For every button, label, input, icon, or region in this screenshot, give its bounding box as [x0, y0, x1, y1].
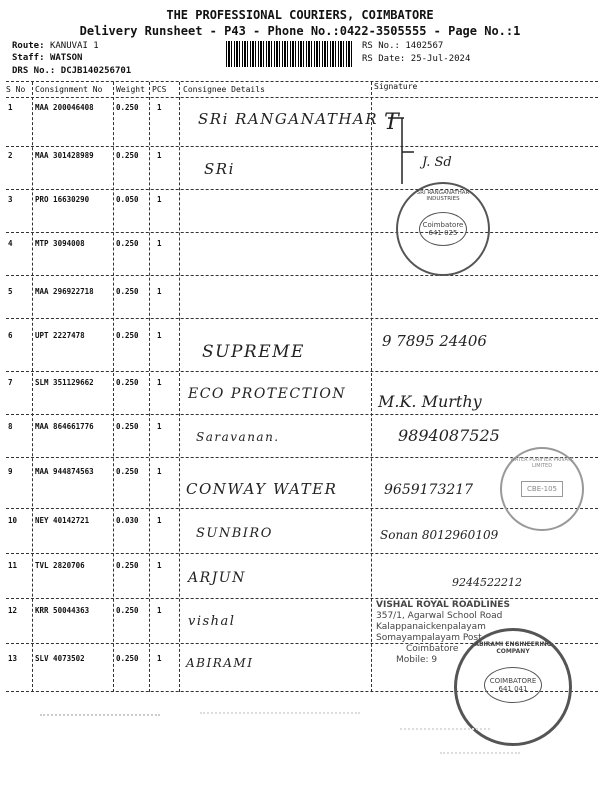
row-6-sno: 6	[8, 331, 13, 340]
row-5-consignment: MAA 296922718	[35, 287, 94, 296]
row-11-pcs: 1	[157, 561, 162, 570]
col-consignee: Consignee Details	[183, 85, 265, 94]
vishal-line-2: 357/1, Agarwal School Road	[376, 611, 503, 621]
stamp-city: Coimbatore	[422, 221, 464, 229]
row-10-consignment: NEY 40142721	[35, 516, 90, 525]
vishal-line-4: Somayampalayam Post	[376, 633, 482, 643]
row-2-weight: 0.250	[116, 151, 139, 160]
row-7-consignee: ECO PROTECTION	[188, 386, 347, 402]
bleed-through-mark	[200, 704, 360, 714]
staff-value: WATSON	[49, 53, 83, 63]
col-divider	[113, 82, 114, 692]
col-divider	[32, 82, 33, 692]
stamp-ring-text: SRI RANGANATHAR INDUSTRIES	[416, 190, 470, 202]
row-6-weight: 0.250	[116, 331, 139, 340]
row-8-weight: 0.250	[116, 422, 139, 431]
staff-label: Staff:	[12, 53, 45, 63]
vishal-line-1: VISHAL ROYAL ROADLINES	[376, 600, 510, 610]
runsheet-title: Delivery Runsheet - P43 - Phone No.:0422-3505555 - Page No.:1	[79, 24, 521, 38]
stamp-pin: 641 025	[428, 229, 458, 237]
drs-line	[12, 66, 131, 76]
ranganathar-stamp	[396, 182, 490, 276]
row-13-sno: 13	[8, 654, 18, 663]
row-12-pcs: 1	[157, 606, 162, 615]
row-rule	[6, 232, 598, 233]
company-title: THE PROFESSIONAL COURIERS, COIMBATORE	[166, 8, 434, 22]
drs-value: DCJB140256701	[60, 66, 132, 76]
row-8-pcs: 1	[157, 422, 162, 431]
row-13-consignee: ABIRAMI	[186, 656, 254, 670]
row-2-pcs: 1	[157, 151, 162, 160]
row-2-sno: 2	[8, 151, 13, 160]
rs-no-value: 1402567	[405, 41, 444, 51]
row-9-signature: 9659173217	[384, 482, 474, 498]
row-9-consignment: MAA 944874563	[35, 467, 94, 476]
col-signature: Signature	[374, 82, 418, 91]
row-2-consignment: MAA 301428989	[35, 151, 94, 160]
row-3-weight: 0.050	[116, 195, 139, 204]
row-10-signature: Sonan 8012960109	[380, 528, 499, 542]
row-8-signature: 9894087525	[398, 426, 500, 445]
row-4-consignment: MTP 3094008	[35, 239, 85, 248]
row-13-consignment: SLV 4073502	[35, 654, 85, 663]
row-4-pcs: 1	[157, 239, 162, 248]
row-13-pcs: 1	[157, 654, 162, 663]
row-10-sno: 10	[8, 516, 18, 525]
row-7-weight: 0.250	[116, 378, 139, 387]
row-rule	[6, 189, 598, 190]
bleed-through-mark	[40, 706, 160, 716]
drs-label: DRS No.:	[12, 66, 56, 76]
rs-date-label: RS Date:	[362, 54, 406, 64]
abirami-pin: 641 041	[498, 685, 528, 693]
col-sno: S No	[6, 85, 26, 94]
row-9-consignee: CONWAY WATER	[186, 480, 338, 498]
row-12-sno: 12	[8, 606, 18, 615]
row-8-sno: 8	[8, 422, 13, 431]
row-8-consignee: Saravanan.	[196, 430, 280, 444]
row-2-signature: J. Sd	[422, 155, 452, 170]
staff-line	[12, 53, 82, 63]
row-5-sno: 5	[8, 287, 13, 296]
rs-date-value: 25-Jul-2024	[410, 54, 471, 64]
col-divider	[149, 82, 150, 692]
vishal-line-3: Kalappanaickenpalayam	[376, 622, 486, 632]
row-1-consignee: SRi RANGANATHAR	[198, 110, 379, 128]
route-value: KANUVAI 1	[49, 41, 99, 51]
row-12-consignee: vishal	[188, 614, 236, 629]
row-8-consignment: MAA 864661776	[35, 422, 94, 431]
row-3-pcs: 1	[157, 195, 162, 204]
row-rule	[6, 371, 598, 372]
water-purifier-stamp	[500, 447, 584, 531]
row-7-pcs: 1	[157, 378, 162, 387]
row-10-consignee: SUNBIRO	[196, 526, 273, 541]
col-pcs: PCS	[152, 85, 167, 94]
row-1-weight: 0.250	[116, 103, 139, 112]
vishal-line-5: Coimbatore	[406, 644, 459, 654]
row-11-signature: 9244522212	[452, 576, 522, 589]
row-rule	[6, 598, 598, 599]
row-10-weight: 0.030	[116, 516, 139, 525]
col-weight: Weight	[116, 85, 145, 94]
row-4-weight: 0.250	[116, 239, 139, 248]
row-rule	[6, 146, 598, 147]
rs-no-line	[362, 41, 443, 51]
row-12-weight: 0.250	[116, 606, 139, 615]
rs-no-label: RS No.:	[362, 41, 400, 51]
header-top-rule	[6, 81, 598, 82]
bleed-through-mark	[400, 720, 490, 730]
col-divider	[179, 82, 180, 692]
row-rule	[6, 275, 598, 276]
row-1-pcs: 1	[157, 103, 162, 112]
header-bottom-rule	[6, 97, 598, 98]
row-5-pcs: 1	[157, 287, 162, 296]
col-consignment: Consignment No	[35, 85, 103, 94]
row-13-weight: 0.250	[116, 654, 139, 663]
row-9-weight: 0.250	[116, 467, 139, 476]
route-line	[12, 41, 99, 51]
route-label: Route:	[12, 41, 45, 51]
bleed-through-mark	[440, 744, 520, 754]
row-3-consignment: PRO 16630290	[35, 195, 90, 204]
row-11-weight: 0.250	[116, 561, 139, 570]
row-rule	[6, 318, 598, 319]
row-9-sno: 9	[8, 467, 13, 476]
row-6-consignment: UPT 2227478	[35, 331, 85, 340]
rs-date-line	[362, 54, 470, 64]
row-6-consignee: SUPREME	[202, 342, 305, 362]
row-rule	[6, 414, 598, 415]
row-1-consignment: MAA 200046408	[35, 103, 94, 112]
vishal-line-6: Mobile: 9	[396, 655, 438, 665]
row-7-sno: 7	[8, 378, 13, 387]
row-11-consignment: TVL 2820706	[35, 561, 85, 570]
cbe-mark: CBE-105	[521, 481, 563, 497]
abirami-ring-text: ABIRAMI ENGINEERING COMPANY	[474, 641, 552, 655]
row-3-sno: 3	[8, 195, 13, 204]
row-4-sno: 4	[8, 239, 13, 248]
row-5-weight: 0.250	[116, 287, 139, 296]
row-1-signature: T	[384, 110, 399, 135]
row-1-sno: 1	[8, 103, 13, 112]
row-6-signature: 9 7895 24406	[382, 332, 487, 350]
bracket-mark	[380, 112, 420, 192]
water-ring-text: WATER PURIFIER PRIVATE LIMITED	[510, 457, 574, 469]
row-7-signature: M.K. Murthy	[378, 392, 482, 411]
barcode	[226, 41, 352, 67]
abirami-city: COIMBATORE	[489, 677, 537, 685]
row-11-consignee: ARJUN	[188, 570, 246, 586]
row-9-pcs: 1	[157, 467, 162, 476]
row-rule	[6, 553, 598, 554]
row-6-pcs: 1	[157, 331, 162, 340]
row-7-consignment: SLM 351129662	[35, 378, 94, 387]
row-12-consignment: KRR 50044363	[35, 606, 90, 615]
col-divider	[371, 82, 372, 692]
row-11-sno: 11	[8, 561, 18, 570]
row-2-consignee: SRi	[204, 160, 235, 178]
row-10-pcs: 1	[157, 516, 162, 525]
